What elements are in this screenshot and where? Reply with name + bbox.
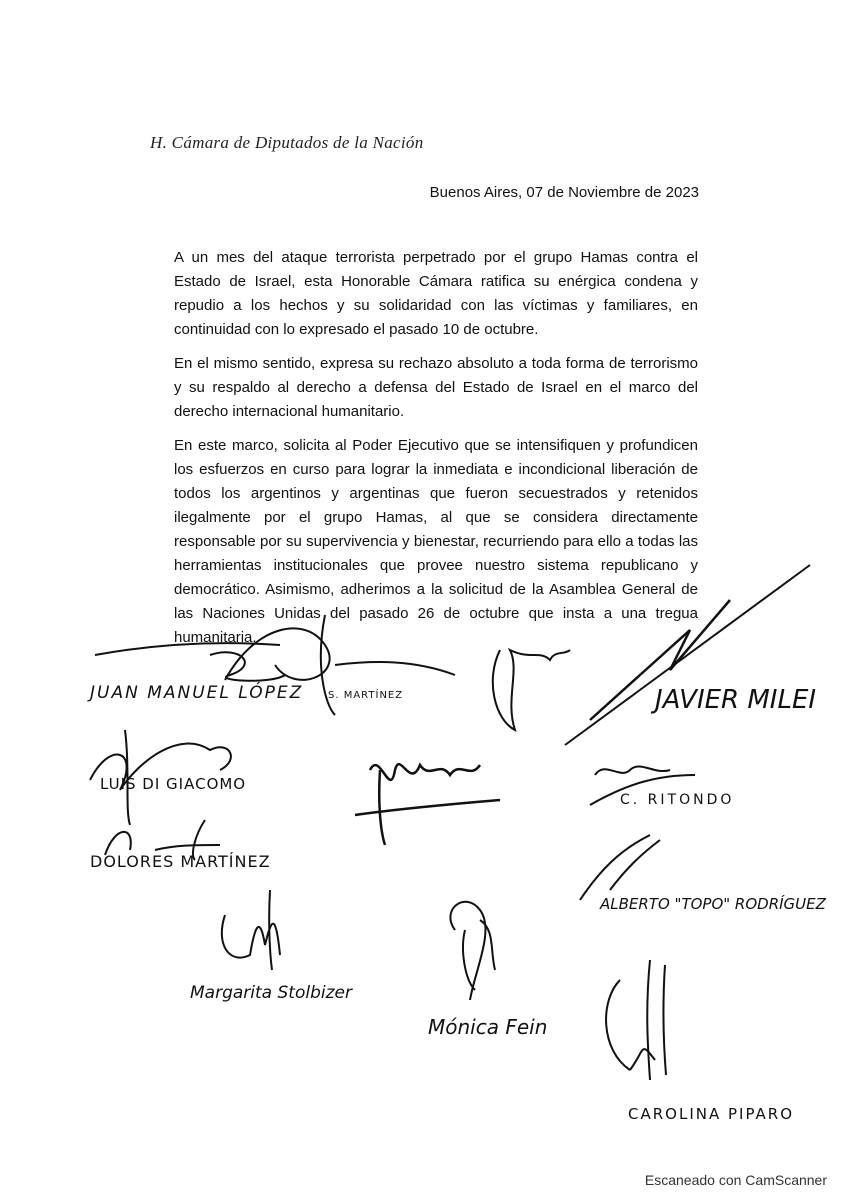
signature-name: Mónica Fein xyxy=(428,1015,548,1039)
signature-scribble xyxy=(210,885,300,975)
signature-name: Margarita Stolbizer xyxy=(190,983,352,1003)
signature-scribble xyxy=(350,740,520,850)
scanner-watermark: Escaneado con CamScanner xyxy=(644,1172,827,1188)
signature-name: DOLORES MARTÍNEZ xyxy=(90,852,271,871)
signature-stroke xyxy=(560,560,820,750)
signature-scribble xyxy=(590,950,700,1085)
paragraph: En el mismo sentido, expresa su rechazo absoluto a toda forma de terrorismo y su respaldo al derecho a defensa del Estado de Israel en el marco del derecho internacional humanitario. xyxy=(174,355,698,420)
letterhead: H. Cámara de Diputados de la Nación xyxy=(150,133,424,152)
signature-name: C. RITONDO xyxy=(620,792,735,808)
paragraph: A un mes del ataque terrorista perpetrado por el grupo Hamas contra el Estado de Israel, esta Honorable Cámara ratifica su enérgica condena y repudio a los hechos y su solidaridad con las víctimas y familiares, en continuidad con lo expresado el pasado 10 de octubre. xyxy=(174,249,698,338)
signature-name: ALBERTO "TOPO" RODRÍGUEZ xyxy=(600,895,826,913)
signature-name: CAROLINA PIPARO xyxy=(628,1105,795,1123)
signature-scribble xyxy=(435,890,525,1010)
signature-name: JUAN MANUEL LÓPEZ xyxy=(90,683,304,703)
signature-name: LUIS DI GIACOMO xyxy=(100,775,247,793)
signature-scribble xyxy=(215,605,475,725)
paragraph: En este marco, solicita al Poder Ejecutivo que se intensifiquen y profundicen los esfuerzos en curso para lograr la inmediata e incondicional liberación de todos los argentinos y argentinas que fueron secuestrados y retenidos ilegalmente por el grupo Hamas, al que se considera directamente responsable por su supervivencia y bienestar, recurriendo para ello a todas las herramientas institucionales que provee nuestro sistema republicano y democrático. Asimismo, adherimos a la solicitud de la Asamblea General de las Naciones Unidas del pasado 26 de octubre que insta a una tregua humanitaria. xyxy=(174,437,698,646)
signature-scribble xyxy=(480,630,580,740)
document-date: Buenos Aires, 07 de Noviembre de 2023 xyxy=(429,184,699,201)
signature-name: S. MARTÍNEZ xyxy=(328,690,404,701)
signature-name: JAVIER MILEI xyxy=(655,685,817,715)
